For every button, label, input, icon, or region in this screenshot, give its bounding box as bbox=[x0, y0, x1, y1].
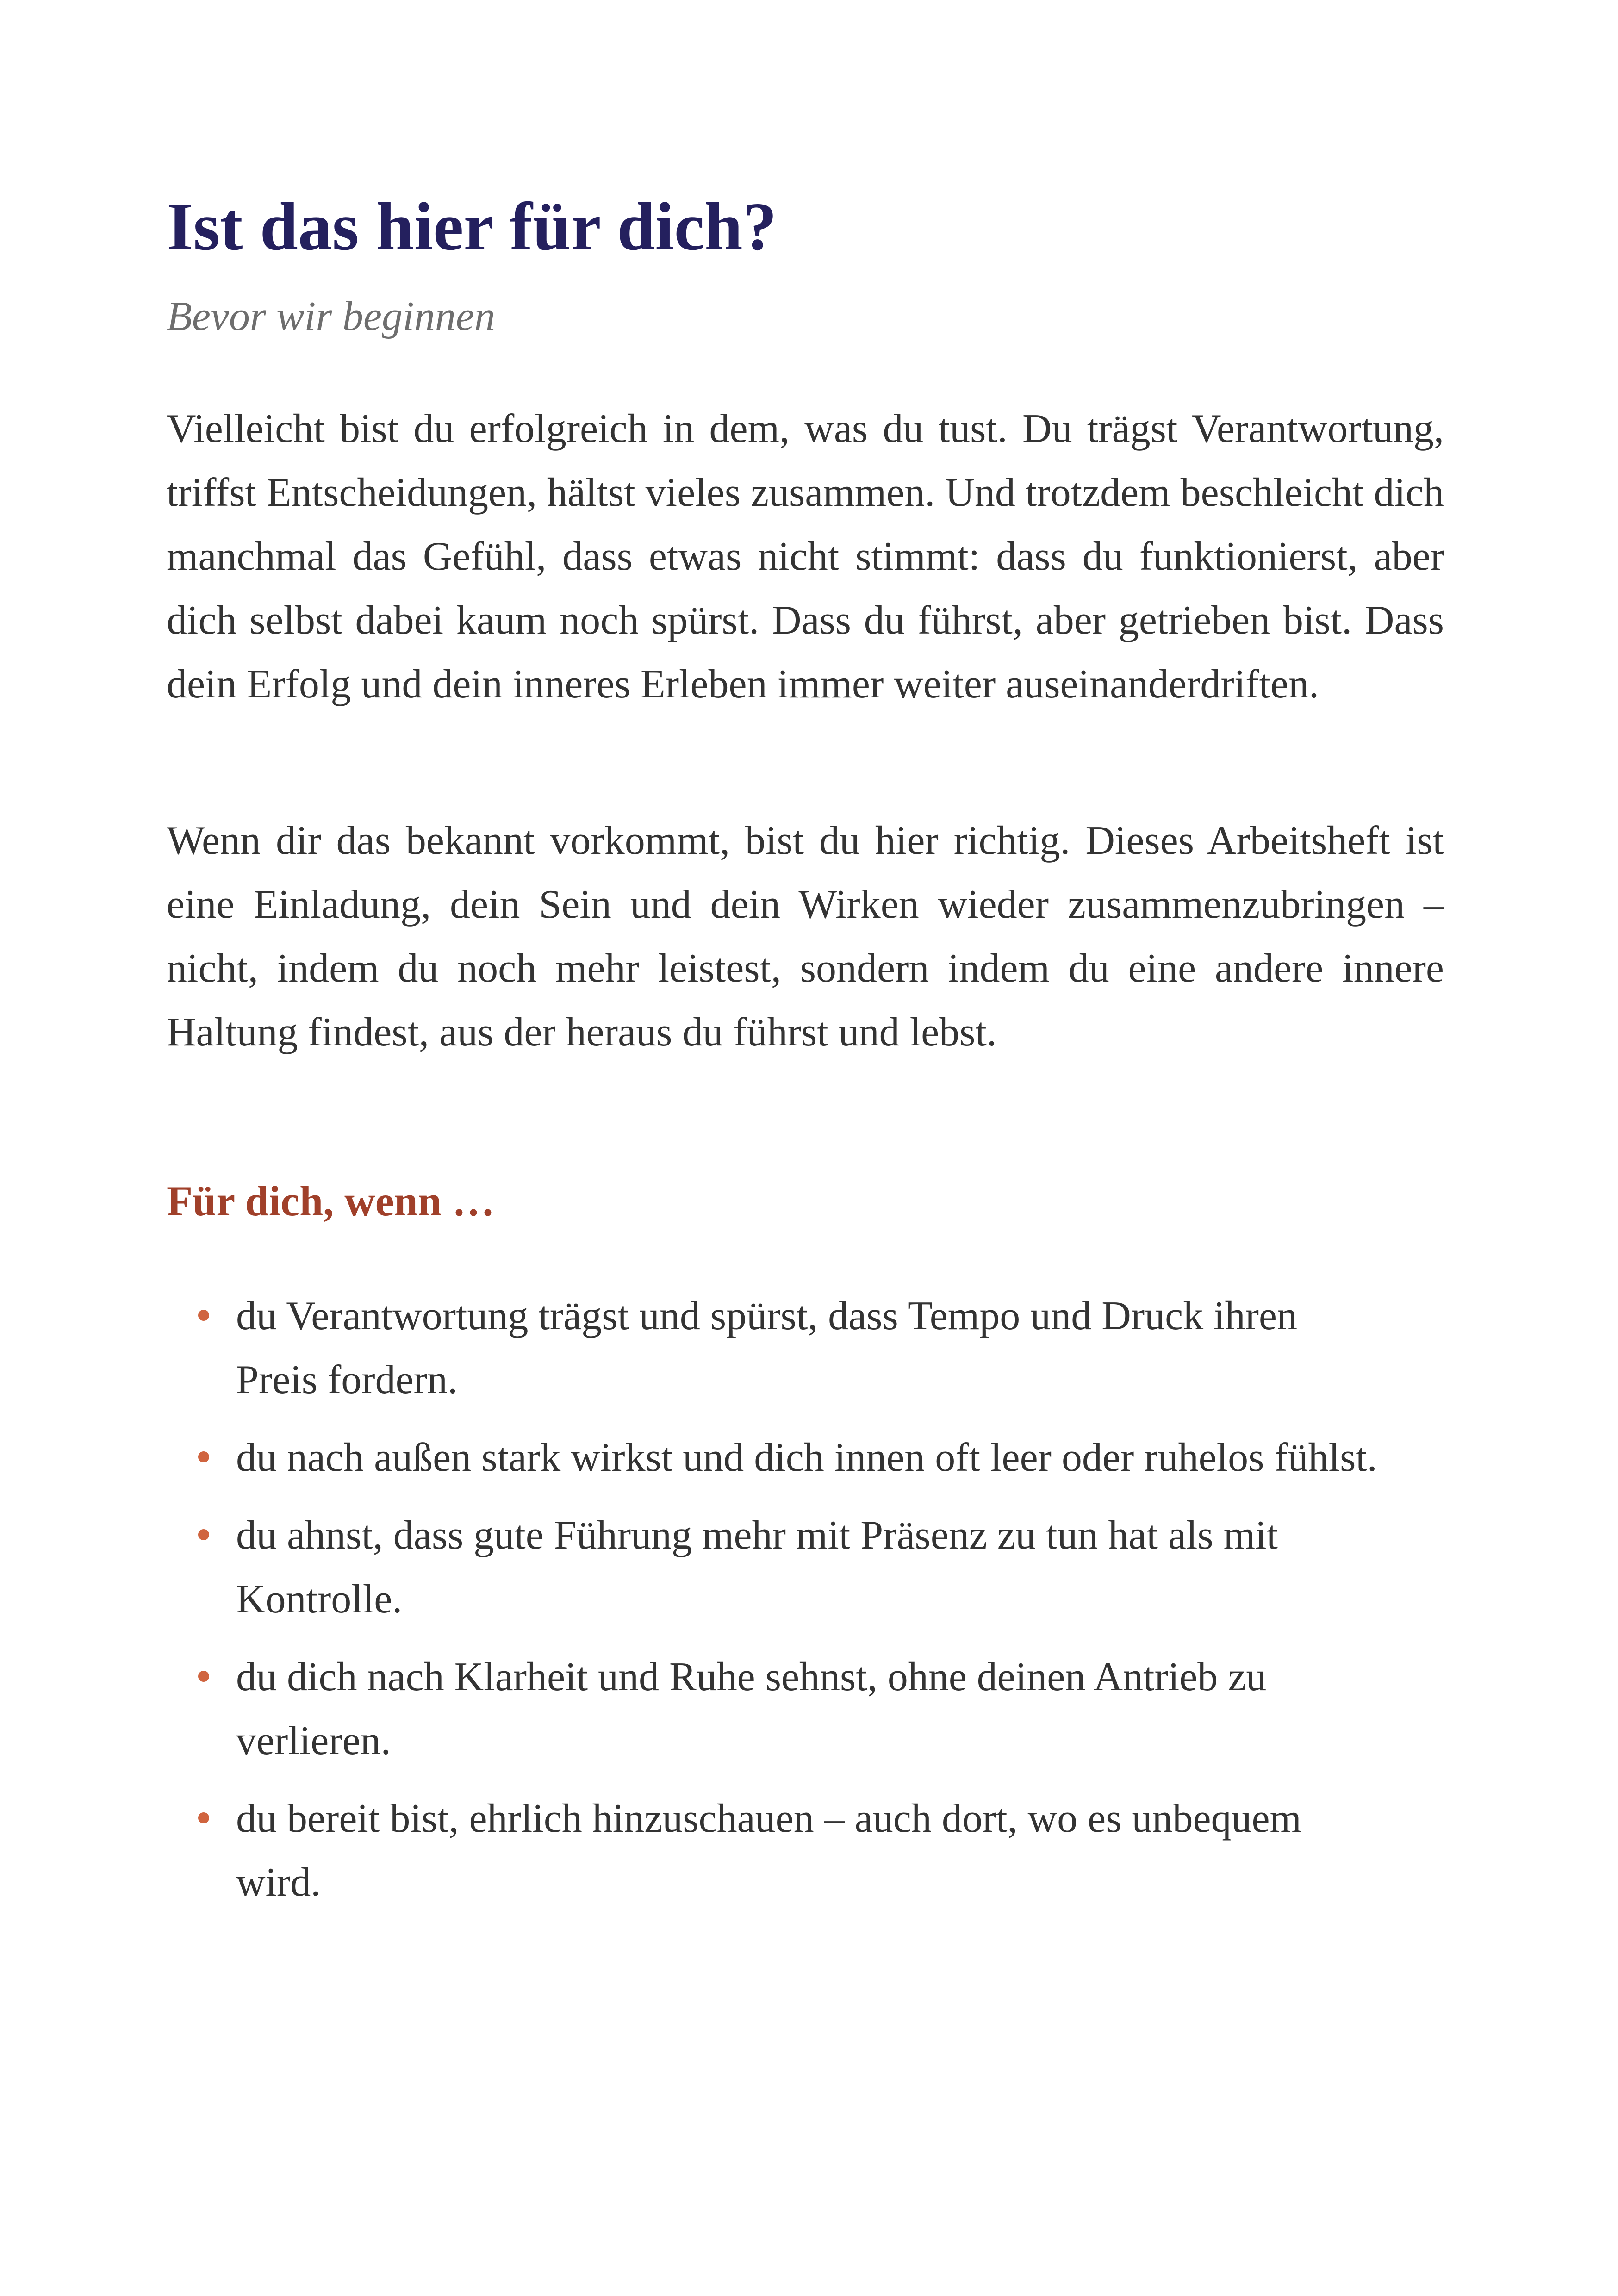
bullet-icon bbox=[198, 1529, 209, 1540]
list-item-text: du dich nach Klarheit und Ruhe sehnst, ohne deinen Antrieb zu verlieren. bbox=[236, 1655, 1267, 1763]
list-item bbox=[167, 1426, 1384, 1490]
intro-paragraph-2: Wenn dir das bekannt vorkommt, bist du hier richtig. Dieses Arbeitsheft ist eine Einladung, dein Sein und dein Wirken wieder zusammenzubringen – nicht, indem du noch mehr leistest, sondern indem du eine andere innere Haltung findest, aus der heraus du führst und lebst. bbox=[167, 818, 1444, 1055]
intro-paragraph-1: Vielleicht bist du erfolgreich in dem, was du tust. Du trägst Verantwortung, triffst Entscheidungen, hältst vieles zusammen. Und trotzdem beschleicht dich manchmal das Gefühl, dass etwas nicht stimmt: dass du funktionierst, aber dich selbst dabei kaum noch spürst. Dass du führst, aber getrieben bist. Dass dein Erfolg und dein inneres Erleben immer weiter auseinanderdriften. bbox=[167, 406, 1444, 707]
list-item bbox=[167, 1284, 1384, 1412]
list-item bbox=[167, 1504, 1384, 1631]
list-item-text: du bereit bist, ehrlich hinzuschauen – auch dort, wo es unbequem wird. bbox=[236, 1796, 1302, 1905]
bullet-icon bbox=[198, 1671, 209, 1682]
list-item bbox=[167, 1645, 1384, 1773]
list-item-text: du nach außen stark wirkst und dich innen oft leer oder ruhelos fühlst. bbox=[236, 1435, 1377, 1480]
list-item bbox=[167, 1787, 1384, 1915]
bullet-icon bbox=[198, 1812, 209, 1823]
bullet-icon bbox=[198, 1310, 209, 1321]
page-title: Ist das hier für dich? bbox=[167, 189, 777, 265]
section-heading: Für dich, wenn … bbox=[167, 1177, 495, 1225]
page-subtitle: Bevor wir beginnen bbox=[167, 293, 495, 339]
list-item-text: du ahnst, dass gute Führung mehr mit Präsenz zu tun hat als mit Kontrolle. bbox=[236, 1513, 1278, 1622]
criteria-list bbox=[167, 1284, 1444, 1929]
bullet-icon bbox=[198, 1451, 209, 1462]
list-item-text: du Verantwortung trägst und spürst, dass Tempo und Druck ihren Preis fordern. bbox=[236, 1294, 1297, 1402]
